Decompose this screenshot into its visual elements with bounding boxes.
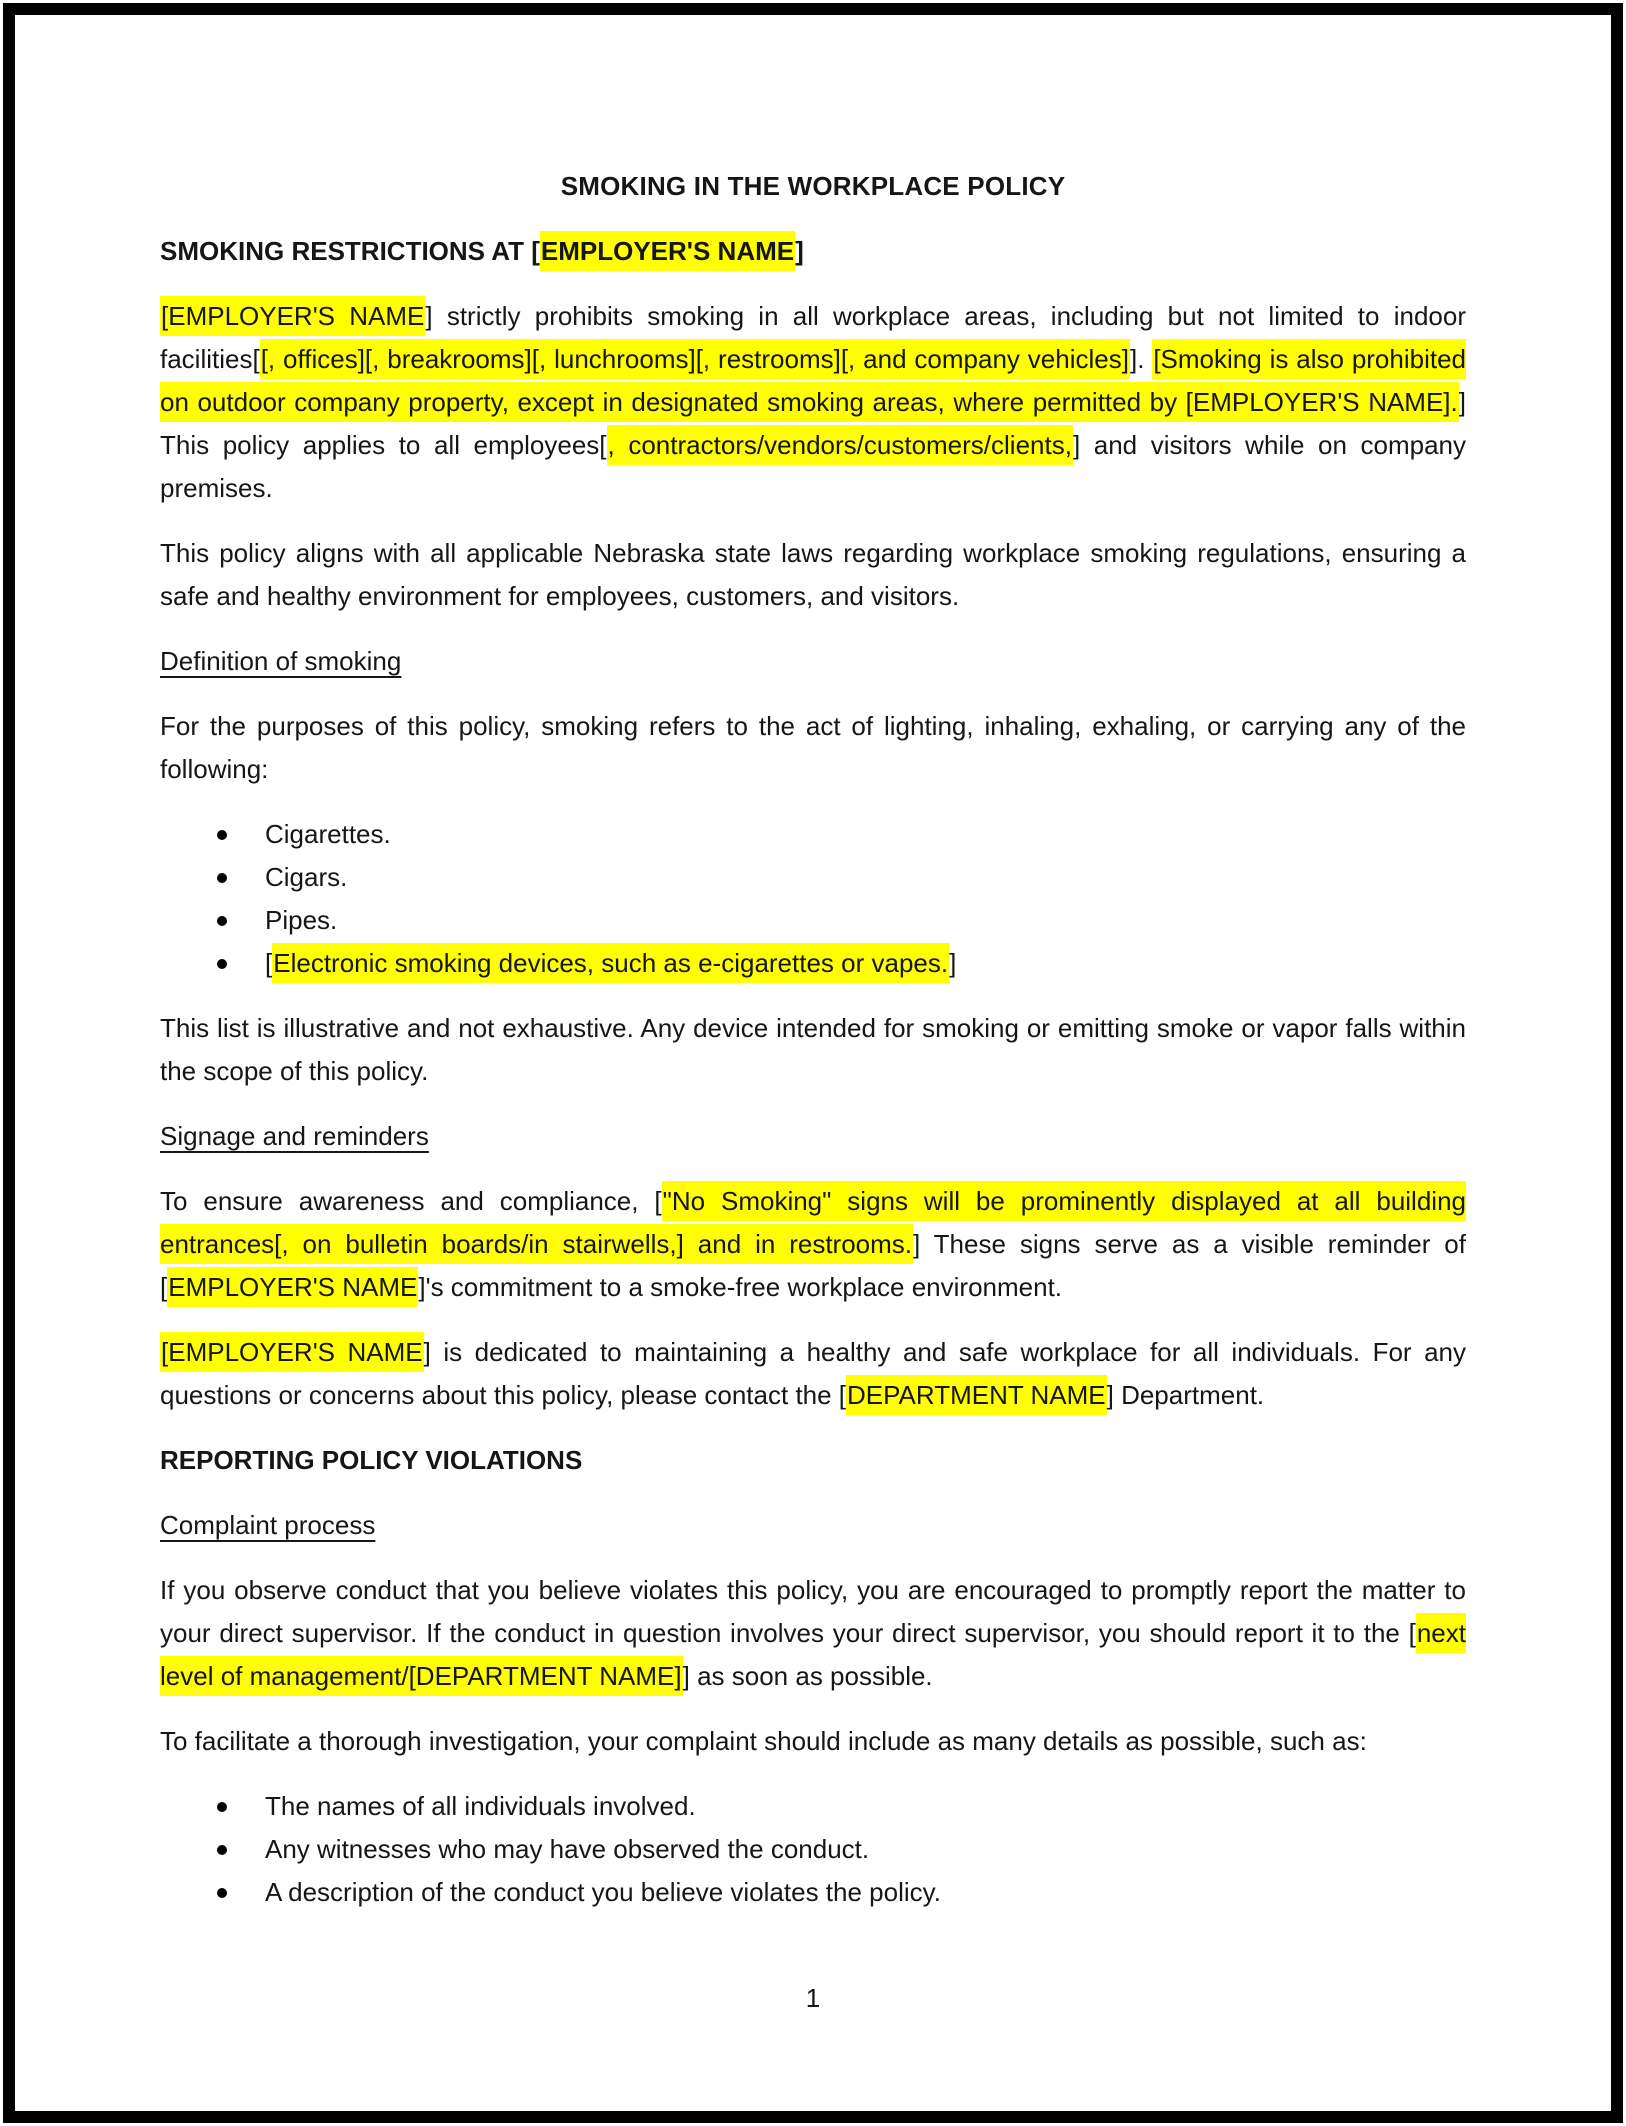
highlighted-placeholder: [EMPLOYER'S NAME	[160, 296, 425, 336]
text-run: The names of all individuals involved.	[265, 1791, 696, 1821]
text-run: Pipes.	[265, 905, 338, 935]
paragraph	[160, 1569, 1466, 1698]
text-run: This list is illustrative and not exhaustive. Any device intended for smoking or emitting smoke or vapor falls within the scope of this policy.	[160, 1013, 1466, 1086]
paragraph	[160, 1180, 1466, 1309]
paragraph	[160, 532, 1466, 618]
paragraph	[160, 705, 1466, 791]
highlighted-placeholder: [EMPLOYER'S NAME	[160, 1332, 424, 1372]
page-number: 1	[805, 1983, 821, 2013]
text-run: Complaint process	[160, 1510, 376, 1540]
list-item	[265, 942, 1466, 985]
list-item	[265, 899, 1466, 942]
section-heading	[160, 230, 1466, 273]
document-title: SMOKING IN THE WORKPLACE POLICY	[560, 171, 1066, 201]
list-item	[265, 1828, 1466, 1871]
text-run: SMOKING RESTRICTIONS AT [	[160, 236, 540, 266]
text-run: For the purposes of this policy, smoking refers to the act of lighting, inhaling, exhaling, or carrying any of the following:	[160, 711, 1466, 784]
list-item	[265, 813, 1466, 856]
page-content	[15, 15, 1611, 2111]
text-run: ] is dedicated to maintaining a healthy and safe workplace for all individuals. For any questions or concerns about this policy, please contact the [	[160, 1337, 1467, 1410]
text-run: Cigarettes.	[265, 819, 391, 849]
subsection-heading	[160, 640, 1466, 683]
paragraph	[160, 1331, 1466, 1417]
highlighted-placeholder: next level of management/[DEPARTMENT NAME]	[160, 1613, 1466, 1696]
text-run: If you observe conduct that you believe violates this policy, you are encouraged to promptly report the matter to your direct supervisor. If the conduct in question involves your direct supervisor, you should report it to the [	[160, 1575, 1466, 1648]
text-run: [	[265, 948, 273, 978]
list-item	[265, 1871, 1466, 1914]
highlighted-placeholder: [, offices][, breakrooms][, lunchrooms][, restrooms][, and company vehicles]	[260, 339, 1130, 379]
text-run: Any witnesses who may have observed the conduct.	[265, 1834, 870, 1864]
list-item	[265, 856, 1466, 899]
paragraph	[160, 1007, 1466, 1093]
text-run: ] This policy applies to all employees[	[160, 387, 1466, 460]
highlighted-placeholder: EMPLOYER'S NAME	[540, 231, 795, 271]
text-run: Cigars.	[265, 862, 348, 892]
subsection-heading	[160, 1504, 1466, 1547]
text-run: This policy aligns with all applicable Nebraska state laws regarding workplace smoking regulations, ensuring a safe and healthy environment for employees, customers, and visitors.	[160, 538, 1466, 611]
list-item	[265, 1785, 1466, 1828]
text-run: REPORTING POLICY VIOLATIONS	[160, 1445, 583, 1475]
text-run: ].	[1129, 344, 1153, 374]
highlighted-placeholder: "No Smoking" signs will be prominently displayed at all building entrances[, on bulletin boards/in stairwells,] and in restrooms.	[160, 1181, 1466, 1264]
text-run: To facilitate a thorough investigation, your complaint should include as many details as possible, such as:	[160, 1726, 1367, 1756]
paragraph	[160, 295, 1466, 510]
text-run: Signage and reminders	[160, 1121, 429, 1151]
document-body	[160, 230, 1466, 1914]
text-run: A description of the conduct you believe violates the policy.	[265, 1877, 941, 1907]
text-run: ] Department.	[1106, 1380, 1265, 1410]
text-run: ] strictly prohibits smoking in all workplace areas, including but not limited to indoor facilities[	[160, 301, 1466, 374]
highlighted-placeholder: DEPARTMENT NAME	[846, 1375, 1107, 1415]
text-run: ]	[949, 948, 957, 978]
highlighted-placeholder: Electronic smoking devices, such as e-cigarettes or vapes.	[272, 943, 949, 983]
bullet-list	[160, 1785, 1466, 1914]
text-run: ] as soon as possible.	[682, 1661, 933, 1691]
text-run: To ensure awareness and compliance, [	[160, 1186, 662, 1216]
text-run: ] and visitors while on company premises.	[160, 430, 1466, 503]
highlighted-placeholder: EMPLOYER'S NAME	[167, 1267, 418, 1307]
highlighted-placeholder: , contractors/vendors/customers/clients,	[607, 425, 1073, 465]
section-heading	[160, 1439, 1466, 1482]
text-run: ]'s commitment to a smoke-free workplace environment.	[418, 1272, 1063, 1302]
subsection-heading	[160, 1115, 1466, 1158]
paragraph	[160, 1720, 1466, 1763]
text-run: ]	[795, 236, 804, 266]
text-run: ] These signs serve as a visible reminder of [	[160, 1229, 1466, 1302]
highlighted-placeholder: [Smoking is also prohibited on outdoor company property, except in designated smoking areas, where permitted by [EMPLOYER'S NAME].	[160, 339, 1466, 422]
text-run: Definition of smoking	[160, 646, 402, 676]
bullet-list	[160, 813, 1466, 985]
